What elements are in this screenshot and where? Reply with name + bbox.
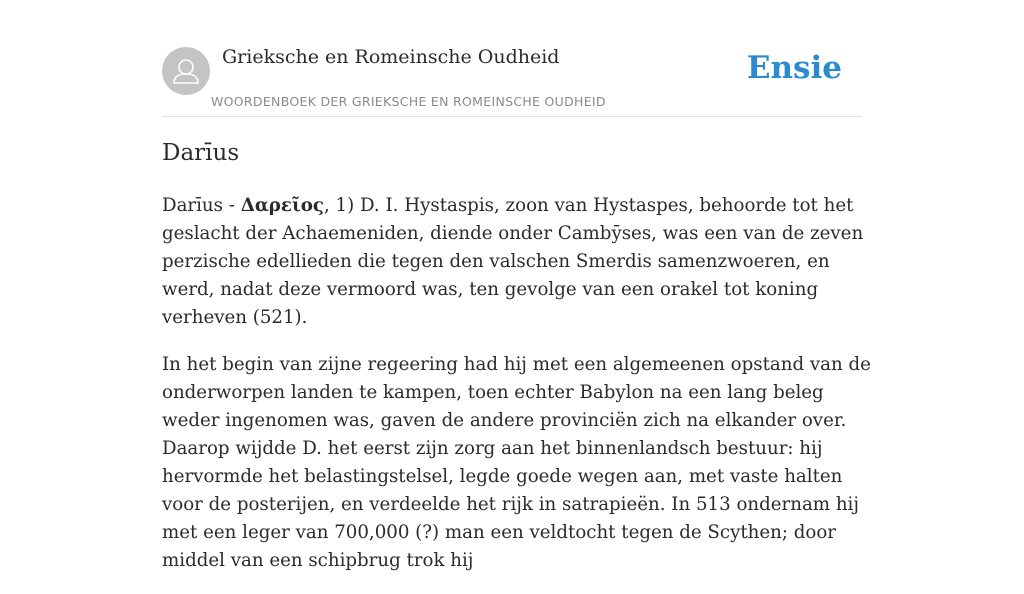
book-subtitle: WOORDENBOEK DER GRIEKSCHE EN ROMEINSCHE OUDHEID	[211, 94, 606, 109]
brand-logo[interactable]: Ensie	[746, 50, 842, 86]
lead-term: Darīus	[162, 195, 223, 216]
user-placeholder-icon[interactable]	[162, 47, 210, 95]
paragraph-1	[162, 192, 882, 332]
paragraph-2: In het begin van zijne regeering had hij met een algemeenen opstand van de onderworpen landen te kampen, toen echter Babylon na een lang beleg weder ingenomen was, gaven de andere provinciën zich na elkander over. Daarop wijdde D. het eerst zijn zorg aan het binnenlandsch bestuur: hij hervormde het belastingstelsel, legde goede wegen aan, met vaste halten voor de posterijen, en verdeelde het rijk in satrapieën. In 513 ondernam hij met een leger van 700,000 (?) man een veldtocht tegen de Scythen; door middel van een schipbrug trok hij	[162, 354, 871, 571]
entry-content	[162, 192, 882, 594]
site-header	[162, 44, 862, 117]
entry-title: Darīus	[162, 140, 240, 166]
greek-term: Δαρεῖος	[240, 195, 324, 216]
paragraph-1-text: , 1) D. I. Hystaspis, zoon van Hystaspes, behoorde tot het geslacht der Achaemeniden, diende onder Cambȳses, was een van de zeven perzische edellieden die tegen den valschen Smerdis samenzwoeren, en werd, nadat deze vermoord was, ten gevolge van een orakel tot koning verheven (521).	[162, 195, 864, 328]
lead-separator: -	[222, 195, 241, 216]
book-title[interactable]: Grieksche en Romeinsche Oudheid	[222, 46, 560, 68]
